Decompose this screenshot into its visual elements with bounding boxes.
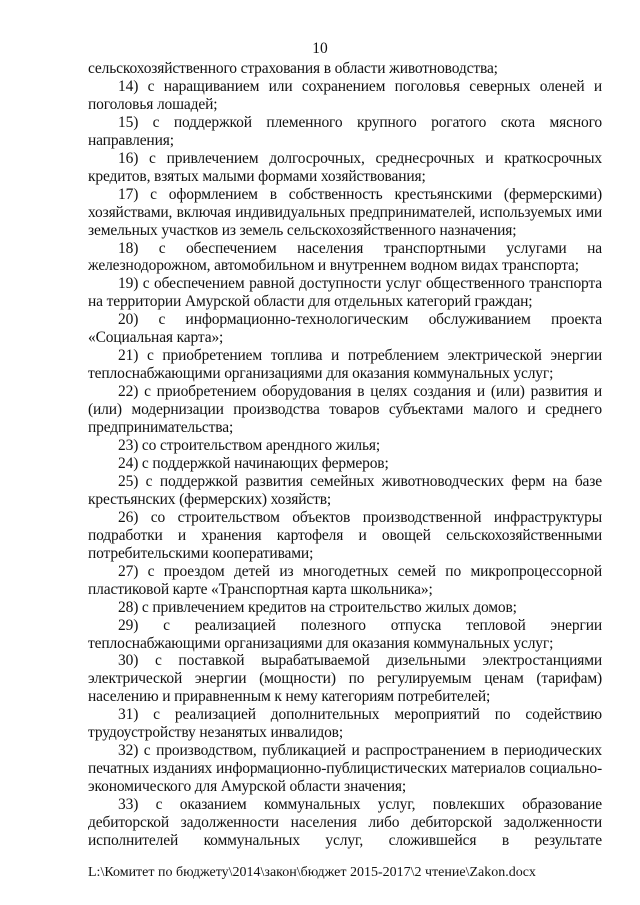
list-item-22: 22) с приобретением оборудования в целях создания и (или) развития и (или) модернизации производства товаров субъектами малого и среднего предпринимательства; — [88, 383, 602, 437]
list-item-21: 21) с приобретением топлива и потреблением электрической энергии теплоснабжающими организациями для оказания коммунальных услуг; — [88, 347, 602, 383]
list-item-14: 14) с наращиванием или сохранением поголовья северных оленей и поголовья лошадей; — [88, 77, 602, 113]
list-item-20: 20) с информационно-технологическим обслуживанием проекта «Социальная карта»; — [88, 311, 602, 347]
list-item-24: 24) с поддержкой начинающих фермеров; — [118, 454, 389, 472]
list-item-18: 18) с обеспечением населения транспортными услугами на железнодорожном, автомобильном и внутреннем водном видах транспорта; — [88, 239, 602, 275]
list-item-17: 17) с оформлением в собственность крестьянскими (фермерскими) хозяйствами, включая индивидуальных предпринимателей, используемых ими земельных участков из земель сельскохозяйственного назначения; — [88, 185, 602, 239]
list-item-25: 25) с поддержкой развития семейных животноводческих ферм на базе крестьянских (фермерских) хозяйств; — [88, 472, 602, 508]
list-item-28: 28) с привлечением кредитов на строительство жилых домов; — [118, 598, 517, 616]
document-body — [88, 60, 602, 850]
paragraph-continuation: сельскохозяйственного страхования в области животноводства; — [88, 60, 498, 77]
list-item-27: 27) с проездом детей из многодетных семей по микропроцессорной пластиковой карте «Транспортная карта школьника»; — [88, 562, 602, 598]
list-item-19: 19) с обеспечением равной доступности услуг общественного транспорта на территории Амурской области для отдельных категорий граждан; — [88, 275, 602, 311]
footer-file-path: L:\Комитет по бюджету\2014\закон\бюджет 2015-2017\2 чтение\Zakon.docx — [88, 865, 536, 880]
list-item-32: 32) с производством, публикацией и распространением в периодических печатных изданиях информационно-публицистических материалов социально-экономического для Амурской области значения; — [88, 742, 602, 796]
list-item-16: 16) с привлечением долгосрочных, среднесрочных и краткосрочных кредитов, взятых малыми формами хозяйствования; — [88, 149, 602, 185]
list-item-30: 30) с поставкой вырабатываемой дизельными электростанциями электрической энергии (мощности) по регулируемым ценам (тарифам) населению и приравненным к нему категориям потребителей; — [88, 652, 602, 706]
list-item-29: 29) с реализацией полезного отпуска тепловой энергии теплоснабжающими организациями для оказания коммунальных услуг; — [88, 616, 602, 652]
page-number: 10 — [312, 40, 328, 57]
list-item-23: 23) со строительством арендного жилья; — [118, 437, 381, 455]
list-item-31: 31) с реализацией дополнительных мероприятий по содействию трудоустройству незанятых инвалидов; — [88, 706, 602, 742]
list-item-33: 33) с оказанием коммунальных услуг, повлекших образование дебиторской задолженности населения либо дебиторской задолженности исполнителей коммунальных услуг, сложившейся в результате — [88, 796, 602, 849]
list-item-15: 15) с поддержкой племенного крупного рогатого скота мясного направления; — [88, 113, 602, 149]
list-item-26: 26) со строительством объектов производственной инфраструктуры подработки и хранения картофеля и овощей сельскохозяйственными потребительскими кооперативами; — [88, 508, 602, 562]
